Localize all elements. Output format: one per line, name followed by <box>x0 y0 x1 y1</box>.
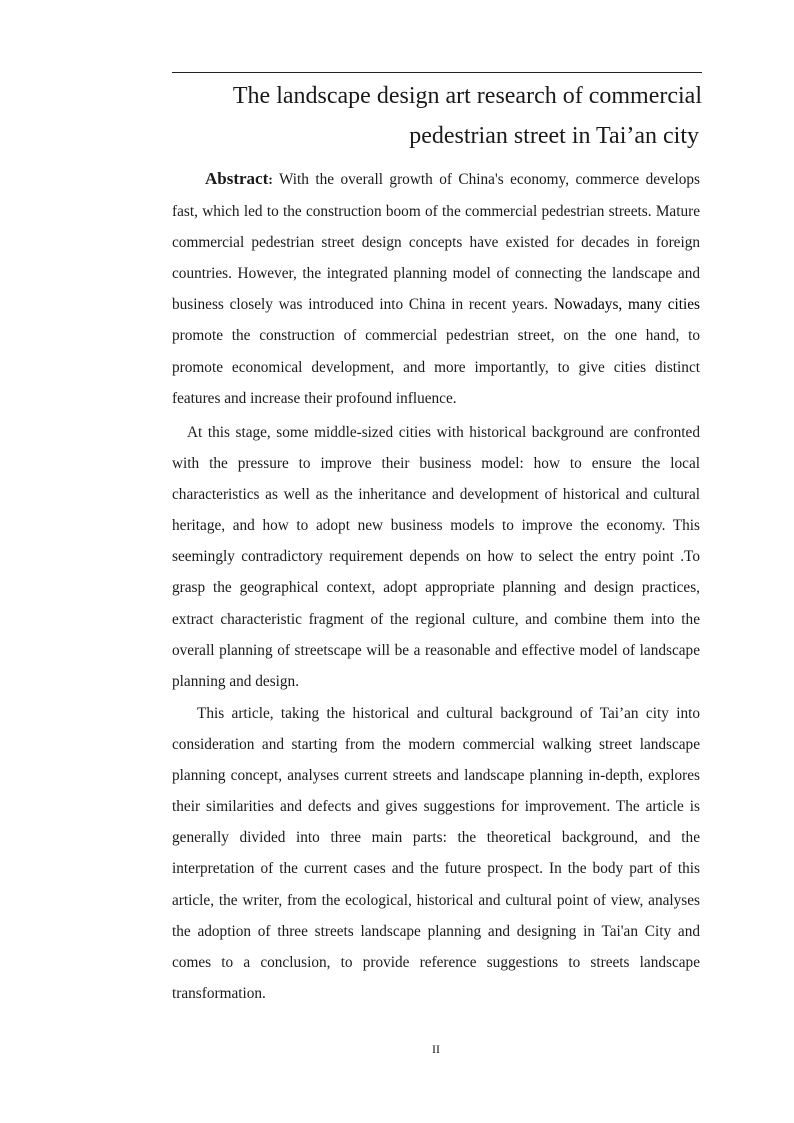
abstract-label: Abstract <box>205 169 269 188</box>
title-line-2-text: pedestrian street in Tai’an city <box>409 123 699 149</box>
title-line-1: The landscape design art research of commercial <box>232 83 702 109</box>
title-line-2 <box>172 118 702 154</box>
abstract-colon: : <box>268 173 273 188</box>
abstract-p1-highlight: Nowadays, many cities <box>553 296 700 314</box>
abstract-paragraph-2: At this stage, some middle-sized cities with historical background are confronted with the pressure to improve their business model: how to ensure the local characteristics as well as the inheritance and development of historical and cultural heritage, and how to adopt new business models to improve the economy. This seemingly contradictory requirement depends on how to select the entry point .To grasp the geographical context, adopt appropriate planning and design practices, extract characteristic fragment of the regional culture, and combine them into the overall planning of streetscape will be a reasonable and effective model of landscape planning and design. <box>172 424 700 690</box>
header-rule <box>172 72 702 73</box>
abstract-paragraph-1 <box>172 163 700 414</box>
abstract-paragraph-3: This article, taking the historical and cultural background of Tai’an city into consideration and starting from the modern commercial walking street landscape planning concept, analyses current streets and landscape planning in-depth, explores their similarities and defects and gives suggestions for improvement. The article is generally divided into three main parts: the theoretical background, and the interpretation of the current cases and the future prospect. In the body part of this article, the writer, from the ecological, historical and cultural point of view, analyses the adoption of three streets landscape planning and designing in Tai'an City and comes to a conclusion, to provide reference suggestions to streets landscape transformation. <box>172 705 700 1002</box>
page-number: II <box>432 1042 440 1056</box>
abstract-p1-text-b: promote the construction of commercial pedestrian street, on the one hand, to promote economical development, and more importantly, to give cities distinct features and increase their profound influence. <box>172 327 700 407</box>
abstract-p1-text-a: With the overall growth of China's economy, commerce develops fast, which led to the construction boom of the commercial pedestrian streets. Mature commercial pedestrian street design concepts have existed for decades in foreign countries. However, the integrated planning model of connecting the landscape and business closely was introduced into China in recent years. <box>172 171 700 314</box>
